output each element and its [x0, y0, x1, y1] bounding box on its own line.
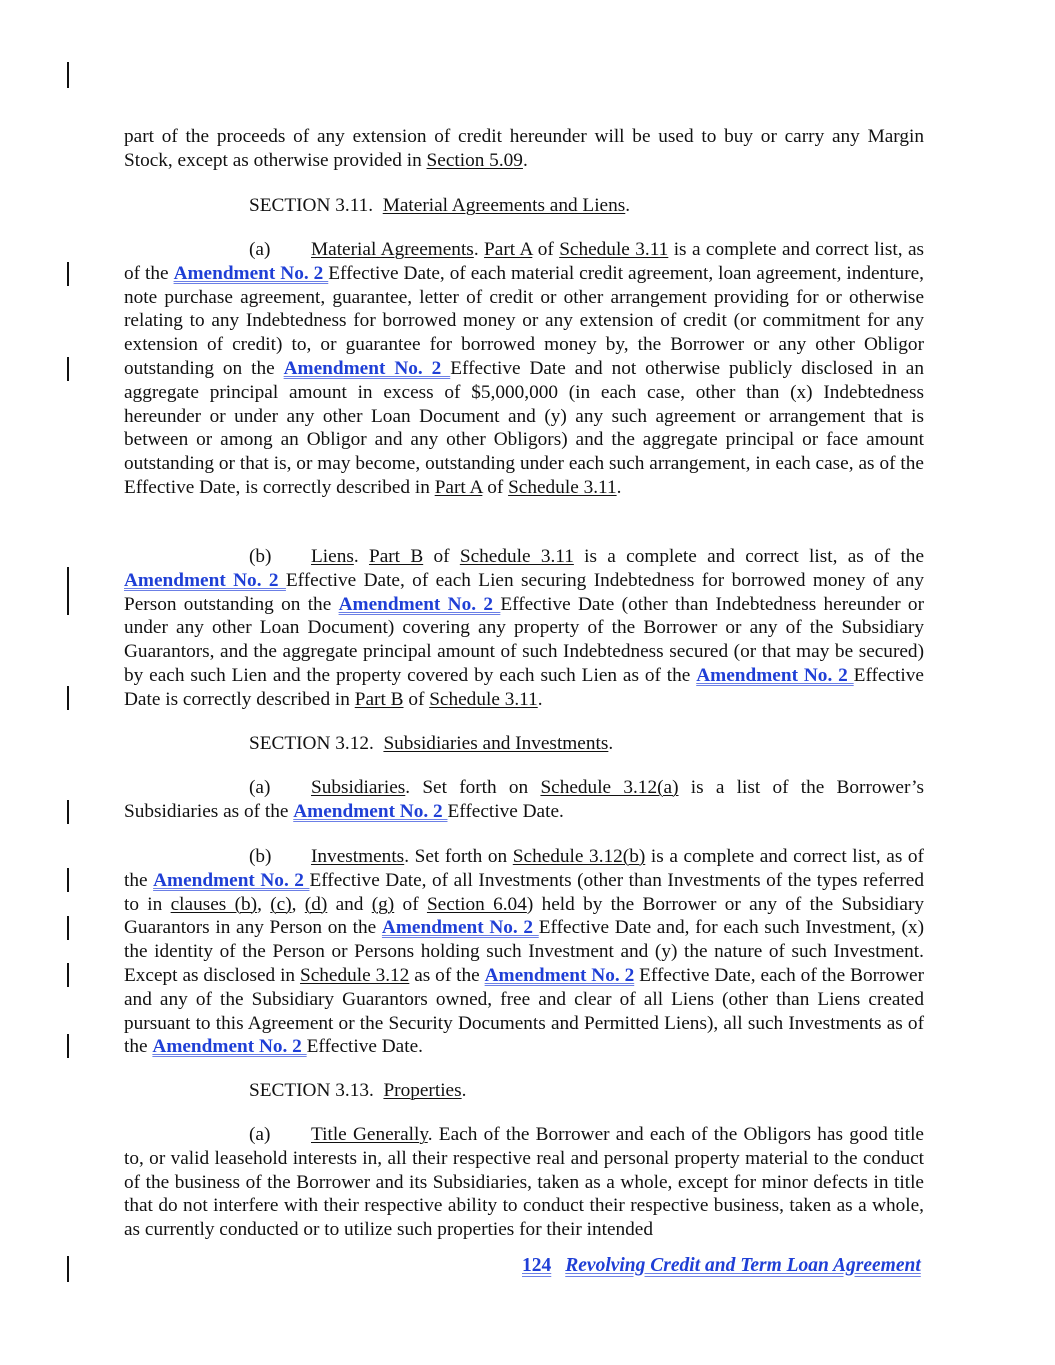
- body-text: and: [327, 893, 372, 915]
- section-title: Properties: [383, 1080, 462, 1101]
- body-text: of: [532, 239, 560, 260]
- cross-reference: Part B: [368, 546, 424, 567]
- document-title: Revolving Credit and Term Loan Agreement: [565, 1255, 921, 1276]
- body-text: .: [522, 149, 528, 171]
- body-text: of: [394, 893, 427, 915]
- cross-reference: Section 5.09: [426, 149, 523, 171]
- subsection-label: Subsidiaries: [311, 777, 406, 798]
- body-text: part of the proceeds of any extension of credit hereunder will be used to buy or carry any Margin Stock, except as otherwise provided in: [124, 126, 924, 171]
- change-bar: [67, 800, 69, 824]
- tracked-insertion: Amendment No. 2: [173, 262, 329, 284]
- tracked-insertion: Amendment No. 2: [283, 357, 451, 379]
- section-3-12-a-paragraph: [124, 776, 924, 824]
- subsection-label: Investments: [311, 846, 405, 867]
- body-text: .: [353, 546, 369, 567]
- body-text: of: [403, 688, 430, 710]
- section-3-13-heading: [124, 1079, 924, 1103]
- change-bar: [67, 262, 69, 286]
- body-text: Effective Date, each of the Borrower and any of the Subsidiary Guarantors owned, free and clear of all Liens (other than Liens created pursuant to this Agreement or the Security Documents and Permitted Liens), all such Investments as of the: [124, 964, 924, 1058]
- section-number: SECTION 3.12.: [249, 733, 374, 754]
- subsection-label: Material Agreements: [311, 239, 474, 260]
- cross-reference: Schedule 3.11: [508, 476, 617, 498]
- cross-reference: Schedule 3.11: [459, 546, 574, 567]
- tracked-insertion: Amendment No. 2: [484, 964, 635, 986]
- body-text: Effective Date.: [306, 1036, 423, 1058]
- body-text: Effective Date, of each Lien securing Indebtedness for borrowed money of any Person outstanding on the: [124, 569, 924, 615]
- body-text: is a list of the Borrower’s Subsidiaries as of the: [124, 777, 924, 822]
- body-text: Effective Date is correctly described in: [124, 664, 924, 710]
- enumerator: (a): [249, 239, 271, 260]
- body-text: ) held by the Borrower or any of the Subsidiary Guarantors in any Person on the: [124, 893, 925, 939]
- change-bar: [67, 357, 69, 381]
- body-text: is a complete and correct list, as of the: [573, 546, 924, 567]
- cross-reference: Schedule 3.12(a): [540, 777, 679, 798]
- section-number: SECTION 3.11.: [249, 195, 374, 216]
- body-text: of: [482, 476, 509, 498]
- continuation-paragraph: [124, 125, 924, 173]
- tracked-insertion: Amendment No. 2: [152, 1036, 307, 1058]
- section-3-11-b-paragraph: [124, 545, 924, 712]
- section-3-13-a-paragraph: [124, 1123, 924, 1242]
- subsection-label: Liens: [311, 546, 354, 567]
- section-3-12-heading: [124, 732, 924, 756]
- cross-reference: Schedule 3.11: [429, 688, 538, 710]
- tracked-insertion: Amendment No. 2: [293, 800, 448, 822]
- enumerator: (a): [249, 777, 271, 798]
- page-footer: [522, 1255, 921, 1277]
- punctuation: .: [461, 1080, 467, 1101]
- punctuation: .: [608, 733, 614, 754]
- cross-reference: (c): [270, 893, 292, 915]
- cross-reference: (g): [371, 893, 395, 915]
- section-number: SECTION 3.13.: [249, 1080, 374, 1101]
- page-number: 124: [522, 1255, 552, 1276]
- body-text: . Set forth on: [404, 846, 513, 867]
- body-text: of: [423, 546, 460, 567]
- tracked-insertion: Amendment No. 2: [338, 593, 501, 615]
- body-text: Effective Date.: [447, 800, 564, 822]
- body-text: Effective Date and, for each such Investment, (x) the identity of the Person or Persons holding such Investment and (y) the nature of such Investment. Except as disclosed in: [124, 917, 924, 986]
- body-text: ,: [257, 893, 271, 915]
- tracked-insertion: Amendment No. 2: [124, 569, 286, 591]
- change-bar: [67, 62, 69, 88]
- body-text: ,: [291, 893, 305, 915]
- change-bar: [67, 916, 69, 940]
- enumerator: (a): [249, 1124, 271, 1145]
- tracked-insertion: Amendment No. 2: [381, 917, 539, 939]
- cross-reference: Schedule 3.12(b): [512, 846, 646, 867]
- enumerator: (b): [249, 846, 272, 867]
- subsection-label: Title Generally: [311, 1124, 428, 1145]
- body-text: is a complete and correct list, as of the: [124, 846, 924, 891]
- cross-reference: Schedule 3.11: [559, 239, 669, 260]
- body-text: Effective Date, of each material credit agreement, loan agreement, indenture, note purchase agreement, guarantee, letter of credit or other arrangement providing for or otherwise relating to any Indebtedness for borrowed money or any extension of credit (or commitment for any extension of credit) to, or guarantee for borrowed money by, the Borrower or any other Obligor outstanding on the: [124, 262, 924, 379]
- section-3-12-b-paragraph: [124, 845, 924, 1059]
- body-text: is a complete and correct list, as of the: [124, 239, 925, 284]
- body-text: . Each of the Borrower and each of the Obligors has good title to, or valid leasehold interests in, all their respective real and personal property material to the conduct of the business of the Borrower and its Subsidiaries, taken as a whole, except for minor defects in title that do not interfere with their respective ability to conduct their respective business, taken as a whole, as currently conducted or to utilize such properties for their intended: [124, 1124, 924, 1241]
- change-bar: [67, 1034, 69, 1058]
- tracked-insertion: Amendment No. 2: [696, 664, 854, 686]
- section-title: Material Agreements and Liens: [382, 195, 626, 216]
- tracked-insertion: Amendment No. 2: [153, 869, 310, 891]
- change-bar: [67, 963, 69, 987]
- section-title: Subsidiaries and Investments: [383, 733, 609, 754]
- cross-reference: Part A: [484, 239, 533, 260]
- body-text: .: [616, 476, 622, 498]
- cross-reference: Part B: [354, 688, 404, 710]
- cross-reference: Schedule 3.12: [299, 964, 410, 986]
- body-text: .: [473, 239, 485, 260]
- change-bar: [67, 1256, 69, 1282]
- cross-reference: Part A: [434, 476, 483, 498]
- body-text: as of the: [409, 964, 485, 986]
- change-bar: [67, 567, 69, 615]
- section-3-11-heading: [124, 194, 924, 218]
- enumerator: (b): [249, 546, 272, 567]
- punctuation: .: [625, 195, 631, 216]
- body-text: .: [537, 688, 543, 710]
- cross-reference: (d): [304, 893, 328, 915]
- section-3-11-a-paragraph: [124, 238, 924, 500]
- cross-reference: Section 6.04: [426, 893, 527, 915]
- body-text: . Set forth on: [405, 777, 541, 798]
- body-text: Effective Date, of all Investments (other than Investments of the types referred to in: [124, 869, 924, 915]
- change-bar: [67, 686, 69, 710]
- cross-reference: clauses (b): [170, 893, 258, 915]
- body-text: Effective Date (other than Indebtedness hereunder or under any other Loan Document) covering any property of the Borrower or any of the Subsidiary Guarantors, and the aggregate principal amount of such Indebtedness secured (or that may be secured) by each such Lien and the property covered by each such Lien as of the: [124, 593, 924, 686]
- body-text: Effective Date and not otherwise publicly disclosed in an aggregate principal amount in excess of $5,000,000 (in each case, other than (x) Indebtedness hereunder or under any other Loan Document and (y) any such agreement or arrangement that is between or among an Obligor and any other Obligors) and the aggregate principal or face amount outstanding or that is, or may become, outstanding under each such arrangement, in each case, as of the Effective Date, is correctly described in: [124, 357, 924, 498]
- change-bar: [67, 868, 69, 892]
